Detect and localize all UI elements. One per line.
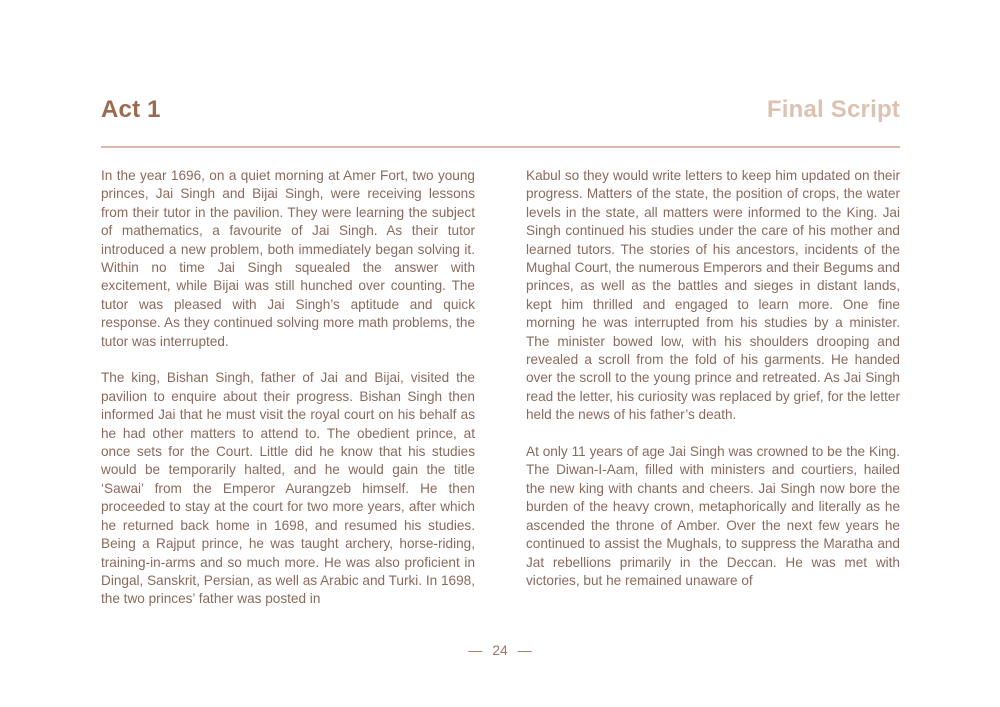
footer-dash-left: —	[468, 642, 483, 658]
paragraph: The king, Bishan Singh, father of Jai and Bijai, visited the pavilion to enquire about their progress. Bishan Singh then informed Jai that he must visit the royal court on his behalf as he had other matters to attend to. The obedient prince, at once sets for the Court. Little did he know that his studies would be temporarily halted, and he would gain the title ‘Sawai’ from the Emperor Aurangzeb himself. He then proceeded to stay at the court for two more years, after which he returned back home in 1698, and resumed his studies. Being a Rajput prince, he was taught archery, horse-riding, training-in-arms and so much more. He was also proficient in Dingal, Sanskrit, Persian, as well as Arabic and Turki. In 1698, the two princes’ father was posted in	[101, 370, 476, 607]
page-footer	[0, 642, 1000, 658]
page-header	[101, 96, 900, 136]
document-label: Final Script	[766, 96, 900, 123]
paragraph: Kabul so they would write letters to keep him updated on their progress. Matters of the state, the position of crops, the water levels in the state, all matters were informed to the King. Jai Singh continued his studies under the care of his mother and learned tutors. The stories of his ancestors, incidents of the Mughal Court, the numerous Emperors and their Begums and princes, as well as the battles and sieges in distant lands, kept him thrilled and engaged to learn more. One fine morning he was interrupted from his studies by a minister. The minister bowed low, with his shoulders drooping and revealed a scroll from the fold of his garments. He handed over the scroll to the young prince and retreated. As Jai Singh read the letter, his curiosity was replaced by grief, for the letter held the news of his father’s death.	[526, 168, 901, 423]
right-text-column	[526, 167, 900, 609]
footer-dash-right: —	[517, 642, 532, 658]
paragraph: At only 11 years of age Jai Singh was crowned to be the King. The Diwan-I-Aam, filled with ministers and courtiers, hailed the new king with chants and cheers. Jai Singh now bore the burden of the heavy crown, metaphorically and literally as he ascended the throne of Amber. Over the next few years he continued to assist the Mughals, to suppress the Maratha and Jat rebellions primarily in the Deccan. He was met with victories, but he remained unaware of	[526, 444, 900, 588]
header-divider	[101, 146, 900, 148]
left-text-column	[101, 167, 475, 627]
paragraph: In the year 1696, on a quiet morning at Amer Fort, two young princes, Jai Singh and Bijai Singh, were receiving lessons from their tutor in the pavilion. They were learning the subject of mathematics, a favourite of Jai Singh. As their tutor introduced a new problem, both immediately began solving it. Within no time Jai Singh squealed the answer with excitement, while Bijai was still hunched over counting. The tutor was pleased with Jai Singh’s aptitude and quick response. As they continued solving more math problems, the tutor was interrupted.	[101, 168, 475, 349]
page-number: 24	[492, 642, 508, 658]
act-title: Act 1	[101, 96, 161, 123]
